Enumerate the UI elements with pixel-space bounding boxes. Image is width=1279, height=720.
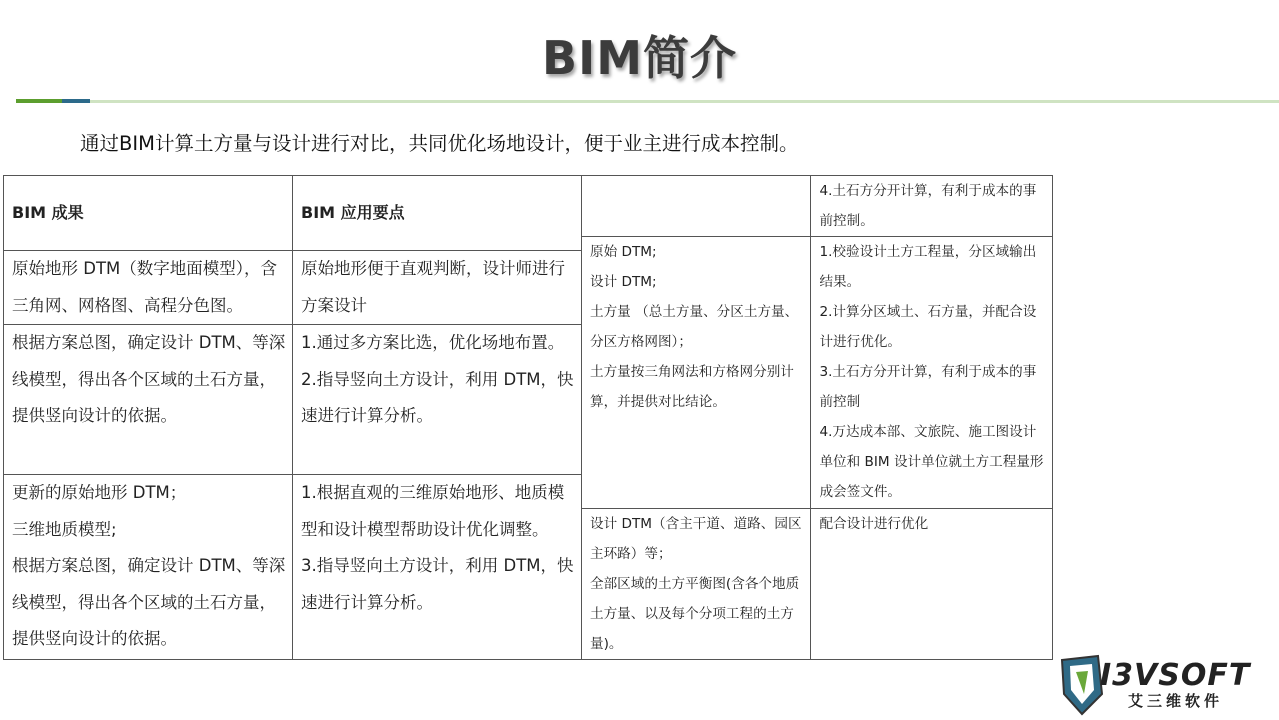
points-cell [811, 237, 1053, 509]
result-cell [4, 251, 293, 325]
slide-title: BIM简介 [542, 31, 737, 85]
result-cell [582, 237, 811, 509]
cell-text: 1.通过多方案比选，优化场地布置。 [301, 333, 565, 352]
cell-text: 全部区域的土方平衡图(含各个地质土方量、以及每个分项工程的土方量)。 [590, 576, 800, 652]
table-row [582, 237, 1053, 509]
points-cell [293, 475, 582, 660]
cell-text: 根据方案总图，确定设计 DTM、等深线模型，得出各个区域的土石方量，提供竖向设计的依据。 [12, 556, 286, 648]
header-bim-result: BIM 成果 [4, 176, 293, 251]
cell-text: 原始地形 DTM（数字地面模型），含三角网、网格图、高程分色图。 [12, 259, 278, 315]
table-row [582, 176, 1053, 237]
left-table [3, 175, 582, 660]
cell-text: 1.根据直观的三维原始地形、地质模型和设计模型帮助设计优化调整。 [301, 483, 565, 539]
header-bim-points: BIM 应用要点 [293, 176, 582, 251]
result-cell [4, 475, 293, 660]
logo-sub-text: 艾三维软件 [1128, 692, 1224, 710]
points-cell [811, 176, 1053, 237]
cell-text: 设计 DTM（含主干道、道路、园区主环路）等； [590, 516, 802, 562]
table-row [4, 325, 582, 475]
cell-text: 配合设计进行优化 [819, 516, 929, 532]
title-rule-green [16, 99, 62, 103]
points-cell [811, 509, 1053, 660]
right-table [581, 175, 1053, 660]
cell-text: 土方量按三角网法和方格网分别计算，并提供对比结论。 [590, 364, 794, 410]
intro-text: 通过BIM计算土方量与设计进行对比，共同优化场地设计，便于业主进行成本控制。 [80, 132, 799, 155]
result-cell [582, 176, 811, 237]
table-row [4, 475, 582, 660]
table-row [582, 509, 1053, 660]
cell-text: 原始地形便于直观判断，设计师进行方案设计 [301, 259, 565, 315]
cell-text: 1.校验设计土方工程量，分区域输出结果。 [819, 244, 1037, 290]
table-header-row [4, 176, 582, 251]
cell-text: 3.指导竖向土方设计，利用 DTM，快速进行计算分析。 [301, 556, 574, 612]
result-cell [582, 509, 811, 660]
cell-text: 土方量 （总土方量、分区土方量、分区方格网图）； [590, 304, 799, 350]
cell-text: 2.计算分区域土、石方量，并配合设计进行优化。 [819, 304, 1037, 350]
points-cell [293, 251, 582, 325]
cell-text: 设计 DTM; [590, 274, 657, 290]
points-cell [293, 325, 582, 475]
cell-text: 2.指导竖向土方设计，利用 DTM，快速进行计算分析。 [301, 369, 574, 425]
title-rule-blue [62, 99, 90, 103]
cell-text: 根据方案总图，确定设计 DTM、等深线模型，得出各个区域的土石方量，提供竖向设计的依据。 [12, 333, 286, 425]
cell-text: 三维地质模型; [12, 519, 117, 539]
cell-text: 原始 DTM; [590, 244, 657, 260]
table-row [4, 251, 582, 325]
cell-text: 更新的原始地形 DTM； [12, 483, 187, 502]
cell-text: 4.土石方分开计算，有利于成本的事前控制。 [819, 183, 1037, 229]
cell-text: 3.土石方分开计算，有利于成本的事前控制 [819, 364, 1037, 410]
result-cell [4, 325, 293, 475]
cell-text: 4.万达成本部、文旅院、施工图设计单位和 BIM 设计单位就土方工程量形成会签文件。 [819, 424, 1044, 500]
title-rule-light [90, 100, 1279, 103]
logo-brand-text: I3VSOFT [1100, 658, 1251, 693]
